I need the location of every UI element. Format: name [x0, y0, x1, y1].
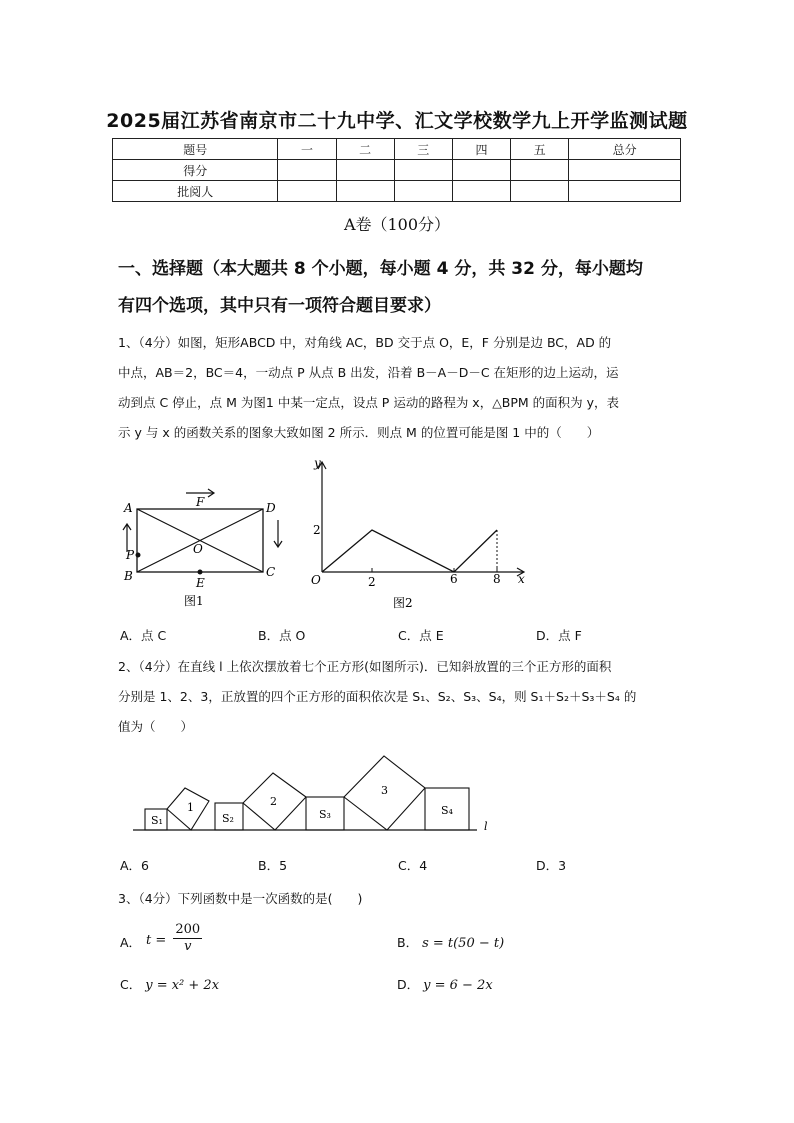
table-cell[interactable] — [569, 181, 681, 202]
x-tick-label: 2 — [368, 575, 376, 589]
q1-option-a[interactable]: A．点 C — [120, 628, 167, 643]
label-o: O — [193, 542, 203, 556]
fraction-denominator: v — [184, 939, 192, 954]
q2-stem — [118, 652, 678, 742]
table-cell[interactable] — [452, 181, 510, 202]
q1-figure1 — [110, 480, 290, 615]
y-axis-label: y — [314, 456, 321, 470]
q1-stem — [118, 328, 678, 448]
fraction — [173, 922, 202, 955]
q3-option-d[interactable] — [397, 975, 493, 993]
table-cell: 题号 — [113, 139, 278, 160]
table-cell: 批阅人 — [113, 181, 278, 202]
q3-option-a[interactable] — [120, 933, 141, 951]
label-s3: S₃ — [319, 808, 331, 821]
q1-line: 中点，AB＝2，BC＝4，一动点 P 从点 B 出发，沿着 B－A－D－C 在矩形的边上运动，运 — [118, 365, 619, 380]
table-cell: 二 — [336, 139, 394, 160]
q1-option-b[interactable]: B．点 O — [258, 628, 306, 643]
table-cell[interactable] — [452, 160, 510, 181]
table-cell: 一 — [278, 139, 336, 160]
q2-option-a[interactable]: A．6 — [120, 858, 150, 873]
option-label: C． — [120, 977, 142, 992]
q2-squares-figure — [125, 748, 505, 840]
label-l: l — [484, 820, 488, 833]
figure1-caption: 图1 — [184, 594, 204, 608]
table-row — [113, 160, 681, 181]
label-2: 2 — [270, 795, 277, 808]
q1-line: 动到点 C 停止，点 M 为图1 中某一定点，设点 P 运动的路程为 x，△BPM 的面积为 y，表 — [118, 395, 620, 410]
table-row — [113, 181, 681, 202]
q1-figure2 — [305, 455, 530, 615]
table-cell[interactable] — [394, 181, 452, 202]
label-e: E — [196, 576, 205, 590]
q1-option-d[interactable]: D．点 F — [536, 628, 582, 643]
x-tick-label: 6 — [450, 572, 458, 586]
label-f: F — [196, 495, 205, 509]
q3-option-c[interactable] — [120, 975, 219, 993]
q3-option-a-formula — [146, 922, 202, 955]
q1-line: 示 y 与 x 的函数关系的图象大致如图 2 所示．则点 M 的位置可能是图 1 中的（ ） — [118, 425, 600, 440]
section-a-heading: A卷（100分） — [343, 215, 451, 234]
table-cell[interactable] — [278, 160, 336, 181]
option-label: B． — [397, 935, 419, 950]
origin-label: O — [311, 573, 321, 587]
point-e-dot — [198, 570, 203, 575]
section1-heading-line1: 一、选择题（本大题共 8 个小题，每小题 4 分，共 32 分，每小题均 — [118, 259, 643, 279]
option-label: A． — [120, 935, 142, 950]
label-c: C — [266, 565, 276, 579]
table-cell: 四 — [452, 139, 510, 160]
label-a: A — [124, 501, 133, 515]
q2-option-b[interactable]: B．5 — [258, 858, 288, 873]
q2-option-c[interactable]: C．4 — [398, 858, 428, 873]
table-cell: 三 — [394, 139, 452, 160]
table-cell[interactable] — [511, 160, 569, 181]
label-b: B — [124, 569, 133, 583]
figure2-caption: 图2 — [393, 596, 413, 610]
table-cell: 总分 — [569, 139, 681, 160]
table-cell: 得分 — [113, 160, 278, 181]
fraction-numerator: 200 — [175, 922, 201, 937]
label-s4: S₄ — [441, 804, 453, 817]
score-table-header — [113, 139, 681, 160]
score-table — [112, 138, 681, 202]
table-cell[interactable] — [336, 160, 394, 181]
table-cell[interactable] — [278, 181, 336, 202]
function-graph — [322, 530, 497, 572]
q2-line: 分别是 1、2、3，正放置的四个正方形的面积依次是 S₁、S₂、S₃、S₄，则 S₁＋S₂＋S₃＋S₄ 的 — [118, 689, 637, 704]
q2-option-d[interactable]: D．3 — [536, 858, 567, 873]
table-cell[interactable] — [336, 181, 394, 202]
table-cell[interactable] — [569, 160, 681, 181]
q1-line: 1、（4分）如图，矩形ABCD 中，对角线 AC，BD 交于点 O，E，F 分别是边 BC，AD 的 — [118, 335, 612, 350]
q3-stem: 3、（4分）下列函数中是一次函数的是( ) — [118, 891, 363, 906]
label-s1: S₁ — [151, 814, 163, 827]
q2-line: 值为（ ） — [118, 719, 194, 734]
q2-line: 2、（4分）在直线 l 上依次摆放着七个正方形(如图所示)．已知斜放置的三个正方形的面积 — [118, 659, 612, 674]
y-tick-label: 2 — [313, 523, 321, 537]
q3-option-b[interactable] — [397, 933, 504, 951]
label-p: P — [126, 548, 135, 562]
table-cell[interactable] — [511, 181, 569, 202]
label-1: 1 — [187, 801, 194, 814]
label-d: D — [266, 501, 276, 515]
x-axis-label: x — [518, 572, 525, 586]
page-title: 2025届江苏省南京市二十九中学、汇文学校数学九上开学监测试题 — [106, 110, 688, 132]
label-3: 3 — [381, 784, 388, 797]
label-s2: S₂ — [222, 812, 234, 825]
point-p-dot — [136, 553, 141, 558]
table-cell[interactable] — [394, 160, 452, 181]
option-label: D． — [397, 977, 420, 992]
formula-lhs: t = — [146, 933, 167, 948]
formula-d: y = 6 − 2x — [423, 978, 493, 993]
section1-heading-line2: 有四个选项，其中只有一项符合题目要求） — [118, 296, 441, 316]
formula-b: s = t(50 − t) — [422, 936, 505, 951]
q1-option-c[interactable]: C．点 E — [398, 628, 444, 643]
x-tick-label: 8 — [493, 572, 501, 586]
formula-c: y = x² + 2x — [145, 978, 220, 993]
table-cell: 五 — [511, 139, 569, 160]
